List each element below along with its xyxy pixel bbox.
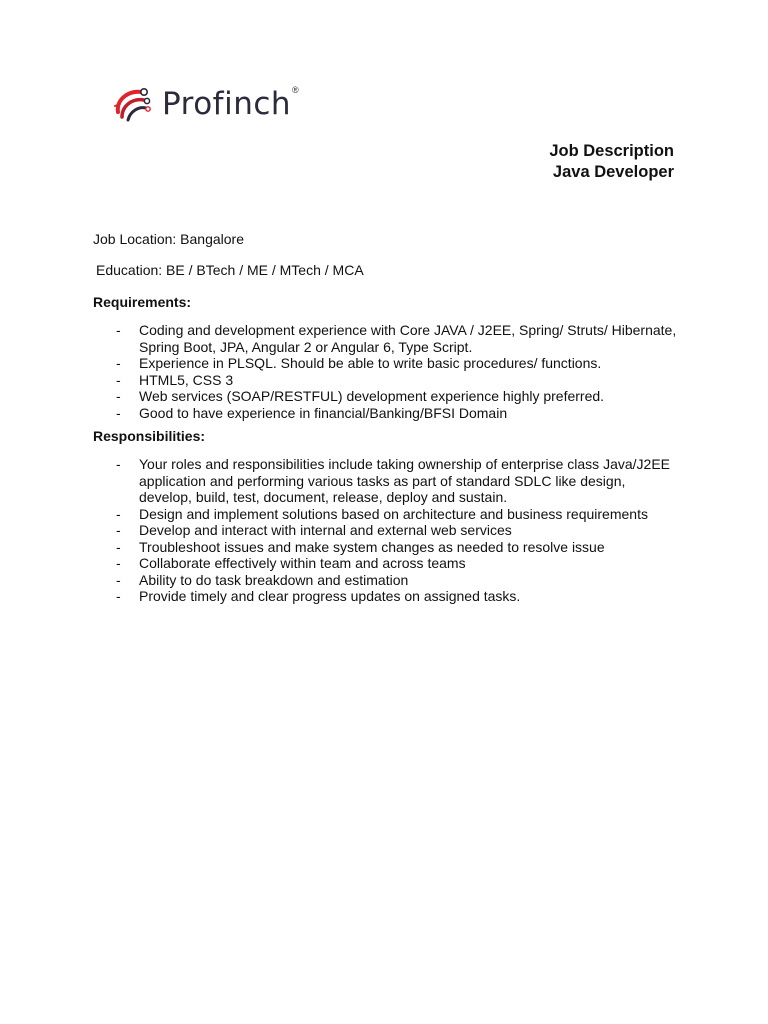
list-item-text: Coding and development experience with Core JAVA / J2EE, Spring/ Struts/ Hibernate, Spring Boot, JPA, Angular 2 or Angular 6, Type Script. [139, 322, 677, 355]
company-logo [112, 84, 299, 124]
bullet-dash: - [116, 571, 121, 588]
bullet-dash: - [116, 456, 121, 472]
list-item-text: Provide timely and clear progress updates on assigned tasks. [139, 588, 521, 604]
bullet-dash: - [116, 522, 121, 538]
list-item-text: Ability to do task breakdown and estimation [139, 571, 409, 588]
list-item [93, 506, 679, 523]
bullet-dash: - [116, 555, 121, 571]
list-item-text: Collaborate effectively within team and across teams [139, 555, 466, 571]
list-item [93, 555, 679, 572]
bullet-dash: - [116, 538, 121, 555]
list-item [93, 388, 679, 405]
job-location: Job Location: Bangalore [93, 231, 244, 247]
requirements-heading: Requirements: [93, 294, 192, 310]
document-title [549, 141, 674, 183]
responsibilities-heading: Responsibilities: [93, 428, 206, 444]
title-line-2: Java Developer [552, 163, 674, 181]
list-item-text: Experience in PLSQL. Should be able to write basic procedures/ functions. [139, 355, 602, 371]
list-item-text: Web services (SOAP/RESTFUL) development experience highly preferred. [139, 388, 605, 404]
list-item [93, 355, 679, 372]
list-item [93, 322, 679, 355]
bullet-dash: - [116, 322, 121, 338]
list-item-text: HTML5, CSS 3 [139, 371, 234, 388]
list-item [93, 539, 679, 556]
bullet-dash: - [116, 505, 121, 522]
list-item [93, 405, 679, 422]
list-item-text: Troubleshoot issues and make system changes as needed to resolve issue [139, 538, 605, 555]
list-item-text: Design and implement solutions based on architecture and business requirements [139, 505, 648, 522]
list-item [93, 456, 679, 506]
profinch-bird-icon [112, 84, 156, 124]
title-line-1: Job Description [549, 142, 674, 160]
list-item-text: Good to have experience in financial/Banking/BFSI Domain [139, 404, 508, 421]
bullet-dash: - [116, 388, 121, 404]
bullet-dash: - [116, 588, 121, 604]
responsibilities-list [93, 456, 679, 605]
bullet-dash: - [116, 404, 121, 421]
registered-mark: ® [292, 85, 299, 95]
list-item [93, 372, 679, 389]
list-item [93, 572, 679, 589]
requirements-list [93, 322, 679, 421]
list-item-text: Your roles and responsibilities include taking ownership of enterprise class Java/J2EE application and performing various tasks as part of standard SDLC like design, develop, build, test, document, release, deploy and sustain. [139, 456, 670, 505]
list-item-text: Develop and interact with internal and external web services [139, 522, 512, 538]
list-item [93, 588, 679, 605]
logo-wordmark: Profinch [162, 85, 292, 122]
bullet-dash: - [116, 371, 121, 388]
education: Education: BE / BTech / ME / MTech / MCA [96, 262, 364, 278]
bullet-dash: - [116, 355, 121, 371]
list-item [93, 522, 679, 539]
